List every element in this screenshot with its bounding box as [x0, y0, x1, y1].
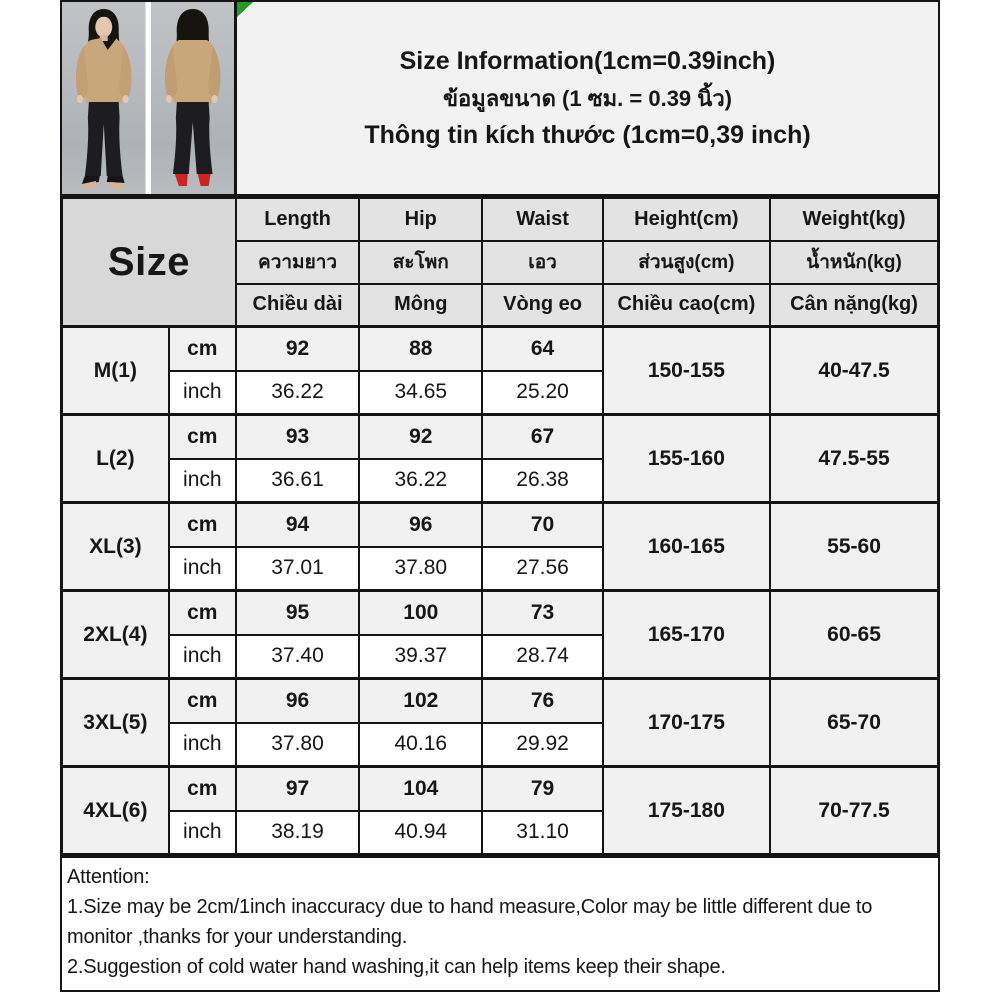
unit-inch: inch [169, 459, 236, 503]
table-row [62, 327, 939, 371]
length-cm: 92 [236, 327, 359, 371]
size-label: L(2) [62, 415, 169, 503]
size-label: 2XL(4) [62, 591, 169, 679]
title-vietnamese: Thông tin kích thước (1cm=0,39 inch) [364, 120, 811, 149]
unit-cm: cm [169, 503, 236, 547]
size-table [60, 196, 940, 856]
waist-inch: 28.74 [482, 635, 602, 679]
waist-cm: 64 [482, 327, 602, 371]
green-corner-icon [237, 2, 253, 17]
col-header-weight-vi: Cân nặng(kg) [770, 284, 938, 327]
title-block [237, 0, 940, 196]
col-header-hip-vi: Mông [359, 284, 482, 327]
col-header-length-en: Length [236, 198, 359, 241]
waist-inch: 29.92 [482, 723, 602, 767]
unit-cm: cm [169, 415, 236, 459]
height-range: 150-155 [603, 327, 770, 415]
waist-inch: 26.38 [482, 459, 602, 503]
unit-cm: cm [169, 327, 236, 371]
length-cm: 97 [236, 767, 359, 811]
hip-cm: 102 [359, 679, 482, 723]
length-cm: 95 [236, 591, 359, 635]
weight-range: 60-65 [770, 591, 938, 679]
size-label: M(1) [62, 327, 169, 415]
unit-cm: cm [169, 591, 236, 635]
attention-note-1: 1.Size may be 2cm/1inch inaccuracy due to hand measure,Color may be little different due to monitor ,thanks for your understanding. [67, 896, 873, 948]
hip-cm: 100 [359, 591, 482, 635]
col-header-waist-en: Waist [482, 198, 602, 241]
col-header-weight-th: น้ำหนัก(kg) [770, 241, 938, 284]
hip-inch: 40.94 [359, 811, 482, 855]
size-label: 3XL(5) [62, 679, 169, 767]
weight-range: 55-60 [770, 503, 938, 591]
length-inch: 36.22 [236, 371, 359, 415]
length-cm: 96 [236, 679, 359, 723]
length-cm: 94 [236, 503, 359, 547]
table-row [62, 503, 939, 547]
col-header-height-th: ส่วนสูง(cm) [603, 241, 770, 284]
col-header-hip-th: สะโพก [359, 241, 482, 284]
waist-cm: 73 [482, 591, 602, 635]
hip-cm: 92 [359, 415, 482, 459]
title-thai: ข้อมูลขนาด (1 ซม. = 0.39 นิ้ว) [442, 85, 732, 111]
table-row [62, 679, 939, 723]
attention-note-2: 2.Suggestion of cold water hand washing,it can help items keep their shape. [67, 956, 726, 978]
product-photo-back [151, 2, 235, 194]
length-cm: 93 [236, 415, 359, 459]
table-row [62, 415, 939, 459]
length-inch: 37.80 [236, 723, 359, 767]
table-row [62, 767, 939, 811]
col-header-hip-en: Hip [359, 198, 482, 241]
unit-inch: inch [169, 371, 236, 415]
height-range: 155-160 [603, 415, 770, 503]
col-header-length-th: ความยาว [236, 241, 359, 284]
col-header-weight-en: Weight(kg) [770, 198, 938, 241]
height-range: 170-175 [603, 679, 770, 767]
hip-inch: 34.65 [359, 371, 482, 415]
height-range: 165-170 [603, 591, 770, 679]
size-label: 4XL(6) [62, 767, 169, 855]
hip-cm: 96 [359, 503, 482, 547]
top-band [60, 0, 940, 196]
length-inch: 37.40 [236, 635, 359, 679]
hip-inch: 36.22 [359, 459, 482, 503]
waist-cm: 76 [482, 679, 602, 723]
table-row [62, 591, 939, 635]
hip-cm: 88 [359, 327, 482, 371]
waist-cm: 79 [482, 767, 602, 811]
col-header-height-en: Height(cm) [603, 198, 770, 241]
waist-inch: 31.10 [482, 811, 602, 855]
height-range: 160-165 [603, 503, 770, 591]
col-header-waist-th: เอว [482, 241, 602, 284]
hip-inch: 39.37 [359, 635, 482, 679]
hip-cm: 104 [359, 767, 482, 811]
waist-inch: 27.56 [482, 547, 602, 591]
waist-cm: 70 [482, 503, 602, 547]
weight-range: 47.5-55 [770, 415, 938, 503]
weight-range: 70-77.5 [770, 767, 938, 855]
col-header-height-vi: Chiều cao(cm) [603, 284, 770, 327]
title-english: Size Information(1cm=0.39inch) [399, 46, 776, 75]
waist-cm: 67 [482, 415, 602, 459]
hip-inch: 37.80 [359, 547, 482, 591]
unit-inch: inch [169, 811, 236, 855]
header-row-en [62, 198, 939, 241]
height-range: 175-180 [603, 767, 770, 855]
hip-inch: 40.16 [359, 723, 482, 767]
product-photo-block [60, 0, 237, 196]
unit-inch: inch [169, 723, 236, 767]
product-photo-front [62, 2, 146, 194]
weight-range: 40-47.5 [770, 327, 938, 415]
unit-inch: inch [169, 547, 236, 591]
weight-range: 65-70 [770, 679, 938, 767]
length-inch: 36.61 [236, 459, 359, 503]
unit-cm: cm [169, 767, 236, 811]
unit-inch: inch [169, 635, 236, 679]
attention-box [60, 856, 940, 992]
length-inch: 38.19 [236, 811, 359, 855]
length-inch: 37.01 [236, 547, 359, 591]
col-header-length-vi: Chiều dài [236, 284, 359, 327]
attention-heading: Attention: [67, 866, 150, 888]
waist-inch: 25.20 [482, 371, 602, 415]
col-header-waist-vi: Vòng eo [482, 284, 602, 327]
size-label: XL(3) [62, 503, 169, 591]
content [60, 0, 940, 992]
size-header-cell: Size [62, 198, 236, 327]
unit-cm: cm [169, 679, 236, 723]
